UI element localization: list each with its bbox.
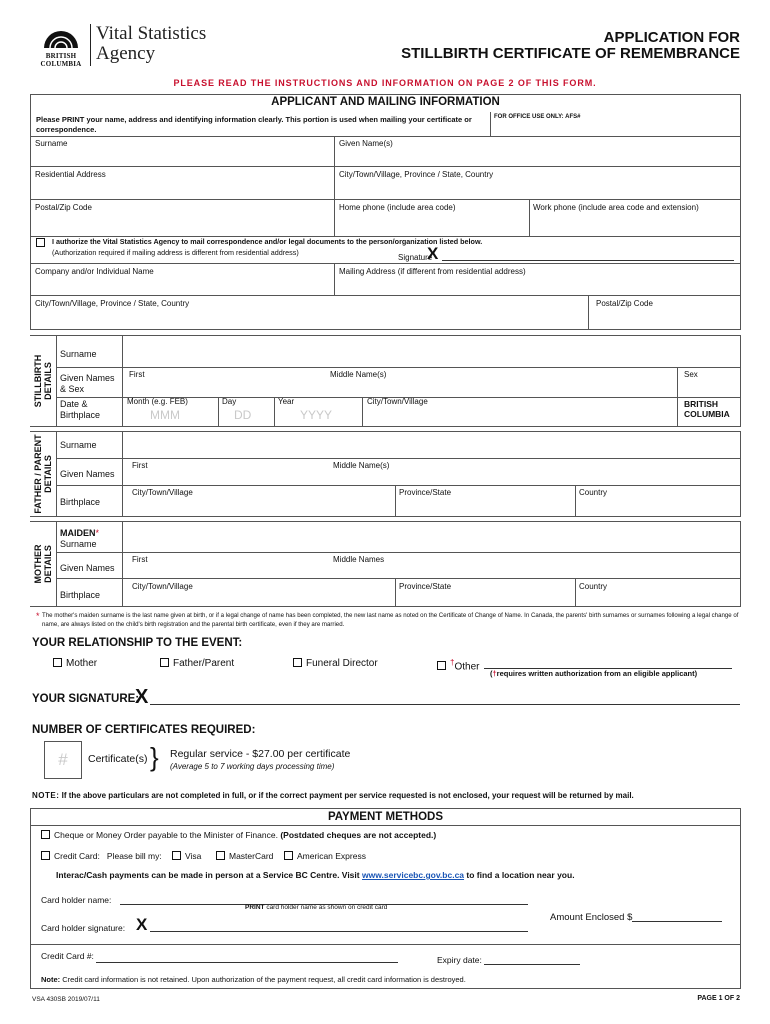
city-country-field[interactable]: City/Town/Village, Province / State, Country — [339, 170, 494, 179]
date-divider — [274, 397, 275, 427]
father-middle-field[interactable]: Middle Name(s) — [333, 461, 390, 470]
stillbirth-first-field[interactable]: First — [129, 370, 145, 379]
agency-line1: Vital Statistics — [96, 23, 207, 44]
given-names-field[interactable]: Given Name(s) — [339, 139, 393, 148]
mother-given-label: Given Names — [60, 563, 115, 573]
signature-label: Signature — [398, 253, 433, 262]
label-divider — [122, 431, 123, 517]
mother-tab-label: MOTHER DETAILS — [33, 544, 53, 584]
other-note-text: requires written authorization from an eligible applicant — [496, 669, 695, 678]
col-divider — [334, 263, 335, 295]
month-placeholder: MMM — [150, 408, 180, 422]
signature-line[interactable] — [442, 260, 734, 261]
father-birthplace-label: Birthplace — [60, 497, 101, 507]
return-note — [32, 791, 634, 800]
certificates-heading: NUMBER OF CERTIFICATES REQUIRED: — [32, 724, 256, 736]
mother-box — [30, 521, 741, 607]
stillbirth-surname-label: Surname — [60, 349, 97, 359]
day-field[interactable]: Day — [222, 397, 237, 406]
your-signature-x: X — [135, 686, 149, 708]
agency-line2: Agency — [96, 43, 156, 64]
postal-code-field[interactable]: Postal/Zip Code — [35, 203, 92, 212]
row-line — [30, 944, 741, 945]
row-line — [57, 367, 741, 368]
other-checkbox[interactable] — [437, 661, 446, 670]
stillbirth-tab — [30, 336, 57, 426]
stillbirth-city-field[interactable]: City/Town/Village — [367, 397, 428, 406]
mastercard-label: MasterCard — [229, 851, 274, 861]
certificate-count-input[interactable] — [44, 741, 82, 779]
amex-label: American Express — [297, 851, 366, 861]
print-note-text: card holder name as shown on credit card — [266, 904, 388, 911]
payment-heading: PAYMENT METHODS — [327, 811, 443, 823]
father-surname-label: Surname — [60, 440, 97, 450]
option-father[interactable] — [160, 658, 234, 669]
mother-first-field[interactable]: First — [132, 555, 148, 564]
regular-service: Regular service - $27.00 per certificate — [170, 748, 351, 760]
row-line — [57, 552, 741, 553]
company-field[interactable]: Company and/or Individual Name — [35, 267, 154, 276]
relationship-heading: YOUR RELATIONSHIP TO THE EVENT: — [32, 637, 243, 649]
mother-country-field[interactable]: Country — [579, 582, 608, 591]
card-holder-name-label: Card holder name: — [41, 895, 112, 905]
col-divider — [575, 485, 576, 517]
stillbirth-province: BRITISH COLUMBIA — [684, 399, 730, 419]
row-line — [57, 485, 741, 486]
father-box — [30, 431, 741, 517]
date-divider — [218, 397, 219, 427]
print-note — [245, 904, 387, 911]
option-mother[interactable] — [53, 658, 97, 669]
visa-option[interactable] — [172, 851, 201, 861]
instructions-notice: PLEASE READ THE INSTRUCTIONS AND INFORMATION ON PAGE 2 OF THIS FORM. — [173, 78, 597, 88]
province-divider — [677, 397, 678, 427]
mailing-address-field[interactable]: Mailing Address (if different from residential address) — [339, 267, 526, 276]
maiden-label: MAIDEN — [60, 528, 96, 538]
row-line — [30, 199, 741, 200]
card-holder-signature-label: Card holder signature: — [41, 923, 126, 933]
footnote-asterisk: * — [36, 611, 40, 621]
card-number-line[interactable] — [96, 962, 398, 963]
col-divider — [529, 199, 530, 236]
signature-x: X — [427, 244, 439, 263]
stillbirth-middle-field[interactable]: Middle Name(s) — [330, 370, 387, 379]
certificate-hash: # — [58, 750, 68, 769]
maiden-footnote: The mother's maiden surname is the last name given at birth, or if a legal change of name has been completed, the new last name as noted on the Certificate of Change of Name. In Canada, the parents' birth surnames or surnames following a legal change of name, are always listed on the child's birth registration and the parental birth certificate, even if they are married. — [42, 612, 739, 628]
col-divider — [395, 578, 396, 607]
option-funeral[interactable] — [293, 658, 378, 669]
row-line — [30, 136, 741, 137]
mailing-city-field[interactable]: City/Town/Village, Province / State, Country — [35, 299, 190, 308]
agency-name — [96, 24, 206, 64]
residential-address-field[interactable]: Residential Address — [35, 170, 106, 179]
amount-enclosed-label: Amount Enclosed $ — [550, 912, 633, 923]
mother-surname-label — [60, 528, 99, 550]
card-info-note — [41, 975, 466, 984]
authorization-note: (Authorization required if mailing address is different from residential address) — [52, 248, 299, 257]
logo-divider — [90, 24, 91, 66]
mother-province-field[interactable]: Province/State — [399, 582, 452, 591]
title-line1: APPLICATION FOR — [603, 29, 740, 46]
funeral-checkbox[interactable] — [293, 658, 302, 667]
print-note-bold: PRINT — [245, 904, 265, 911]
stillbirth-box — [30, 335, 741, 427]
father-city-field[interactable]: City/Town/Village — [132, 488, 193, 497]
label-divider — [122, 335, 123, 427]
cheque-checkbox[interactable] — [41, 830, 50, 839]
maiden-asterisk: * — [95, 528, 100, 538]
year-placeholder: YYYY — [300, 408, 333, 422]
father-checkbox[interactable] — [160, 658, 169, 667]
col-divider — [588, 295, 589, 330]
brace: } — [150, 742, 159, 772]
processing-time: (Average 5 to 7 working days processing time) — [170, 762, 335, 771]
interac-end: to find a location near you. — [466, 870, 575, 880]
mastercard-checkbox[interactable] — [216, 851, 225, 860]
sun-logo-icon — [36, 26, 86, 50]
mother-checkbox[interactable] — [53, 658, 62, 667]
bill-me-label: Please bill my: — [106, 851, 162, 861]
mother-middle-field[interactable]: Middle Names — [333, 555, 385, 564]
note-text: If the above particulars are not completed in full, or if the correct payment per service requested is not enclosed, your request will be returned by mail. — [61, 791, 634, 800]
form-title — [401, 30, 740, 62]
note-dagger: † — [492, 669, 497, 678]
father-first-field[interactable]: First — [132, 461, 148, 470]
option-father-label: Father/Parent — [173, 658, 235, 669]
note-label: NOTE: — [32, 791, 60, 800]
mother-tab — [30, 522, 57, 606]
row-line — [57, 578, 741, 579]
logo-text: BRITISH COLUMBIA — [40, 52, 82, 68]
authorize-text: I authorize the Vital Statistics Agency to mail correspondence and/or legal documents to the person/organization listed below. — [52, 237, 483, 246]
month-field[interactable]: Month (e.g. FEB) — [127, 397, 188, 406]
interac-text: Interac/Cash payments can be made in person at a Service BC Centre. Visit — [56, 870, 360, 880]
amex-option[interactable] — [284, 851, 366, 861]
day-placeholder: DD — [234, 408, 252, 422]
card-number-label: Credit Card #: — [41, 951, 94, 961]
mother-surname-text: Surname — [60, 539, 97, 549]
mother-birthplace-label: Birthplace — [60, 590, 101, 600]
row-line — [30, 166, 741, 167]
title-line2: STILLBIRTH CERTIFICATE OF REMEMBRANCE — [401, 45, 740, 62]
stillbirth-date-label: Date & Birthplace — [60, 399, 101, 420]
row-line — [30, 825, 741, 826]
servicebc-link[interactable]: www.servicebc.gov.bc.ca — [361, 870, 465, 880]
credit-label: Credit Card: — [54, 851, 100, 861]
credit-card-option[interactable] — [41, 851, 162, 861]
office-divider — [490, 112, 491, 136]
mastercard-option[interactable] — [216, 851, 273, 861]
option-mother-label: Mother — [66, 658, 98, 669]
cheque-note: (Postdated cheques are not accepted.) — [280, 830, 437, 840]
credit-checkbox[interactable] — [41, 851, 50, 860]
card-note-label: Note: — [41, 975, 61, 984]
cheque-option[interactable] — [41, 830, 436, 840]
expiry-line[interactable] — [484, 964, 580, 965]
form-id: VSA 430SB 2019/07/11 — [32, 996, 100, 1003]
other-dagger: † — [450, 658, 455, 667]
surname-field[interactable]: Surname — [35, 139, 68, 148]
card-holder-signature-line[interactable] — [150, 931, 528, 932]
col-divider — [334, 136, 335, 236]
your-signature-line[interactable] — [150, 704, 740, 705]
col-divider — [575, 578, 576, 607]
father-tab — [30, 432, 57, 516]
work-phone-field[interactable]: Work phone (include area code and extension) — [533, 203, 699, 212]
other-note: (†requires written authorization from an eligible applicant) — [490, 669, 698, 678]
applicant-instructions: Please PRINT your name, address and identifying information clearly. This portion is used when mailing your certificate or correspondence. — [36, 115, 472, 134]
applicant-heading: APPLICANT AND MAILING INFORMATION — [271, 96, 500, 108]
row-line — [57, 458, 741, 459]
option-other-label: Other — [454, 661, 480, 673]
page-number: PAGE 1 OF 2 — [697, 995, 740, 1002]
expiry-label: Expiry date: — [437, 955, 482, 965]
mailing-postal-field[interactable]: Postal/Zip Code — [596, 299, 653, 308]
father-tab-label: FATHER / PARENT DETAILS — [33, 434, 53, 514]
card-signature-x: X — [136, 915, 148, 934]
father-country-field[interactable]: Country — [579, 488, 608, 497]
your-signature-label: YOUR SIGNATURE: — [32, 693, 140, 705]
card-note-text: Credit card information is not retained. Upon authorization of the payment request, all credit card information is destroyed. — [62, 975, 466, 984]
certificate-label: Certificate(s) — [88, 753, 148, 765]
date-divider — [362, 397, 363, 427]
authorize-checkbox[interactable] — [36, 238, 45, 247]
cheque-label: Cheque or Money Order payable to the Minister of Finance. — [54, 830, 278, 840]
interac-info — [56, 870, 575, 880]
row-line — [30, 263, 741, 264]
col-divider — [395, 485, 396, 517]
visa-checkbox[interactable] — [172, 851, 181, 860]
year-field[interactable]: Year — [278, 397, 295, 406]
stillbirth-tab-label: STILLBIRTH DETAILS — [33, 354, 53, 408]
sex-divider — [677, 367, 678, 397]
amount-line[interactable] — [632, 921, 722, 922]
stillbirth-given-label: Given Names & Sex — [60, 373, 115, 394]
stillbirth-sex-field[interactable]: Sex — [684, 370, 698, 379]
amex-checkbox[interactable] — [284, 851, 293, 860]
father-given-label: Given Names — [60, 469, 115, 479]
row-line — [30, 295, 741, 296]
bc-logo — [36, 26, 86, 66]
option-other[interactable] — [437, 658, 479, 672]
option-funeral-label: Funeral Director — [306, 658, 378, 669]
home-phone-field[interactable]: Home phone (include area code) — [339, 203, 456, 212]
father-province-field[interactable]: Province/State — [399, 488, 452, 497]
visa-label: Visa — [185, 851, 202, 861]
office-use: FOR OFFICE USE ONLY: AFS# — [494, 114, 581, 120]
label-divider — [122, 521, 123, 607]
mother-city-field[interactable]: City/Town/Village — [132, 582, 193, 591]
